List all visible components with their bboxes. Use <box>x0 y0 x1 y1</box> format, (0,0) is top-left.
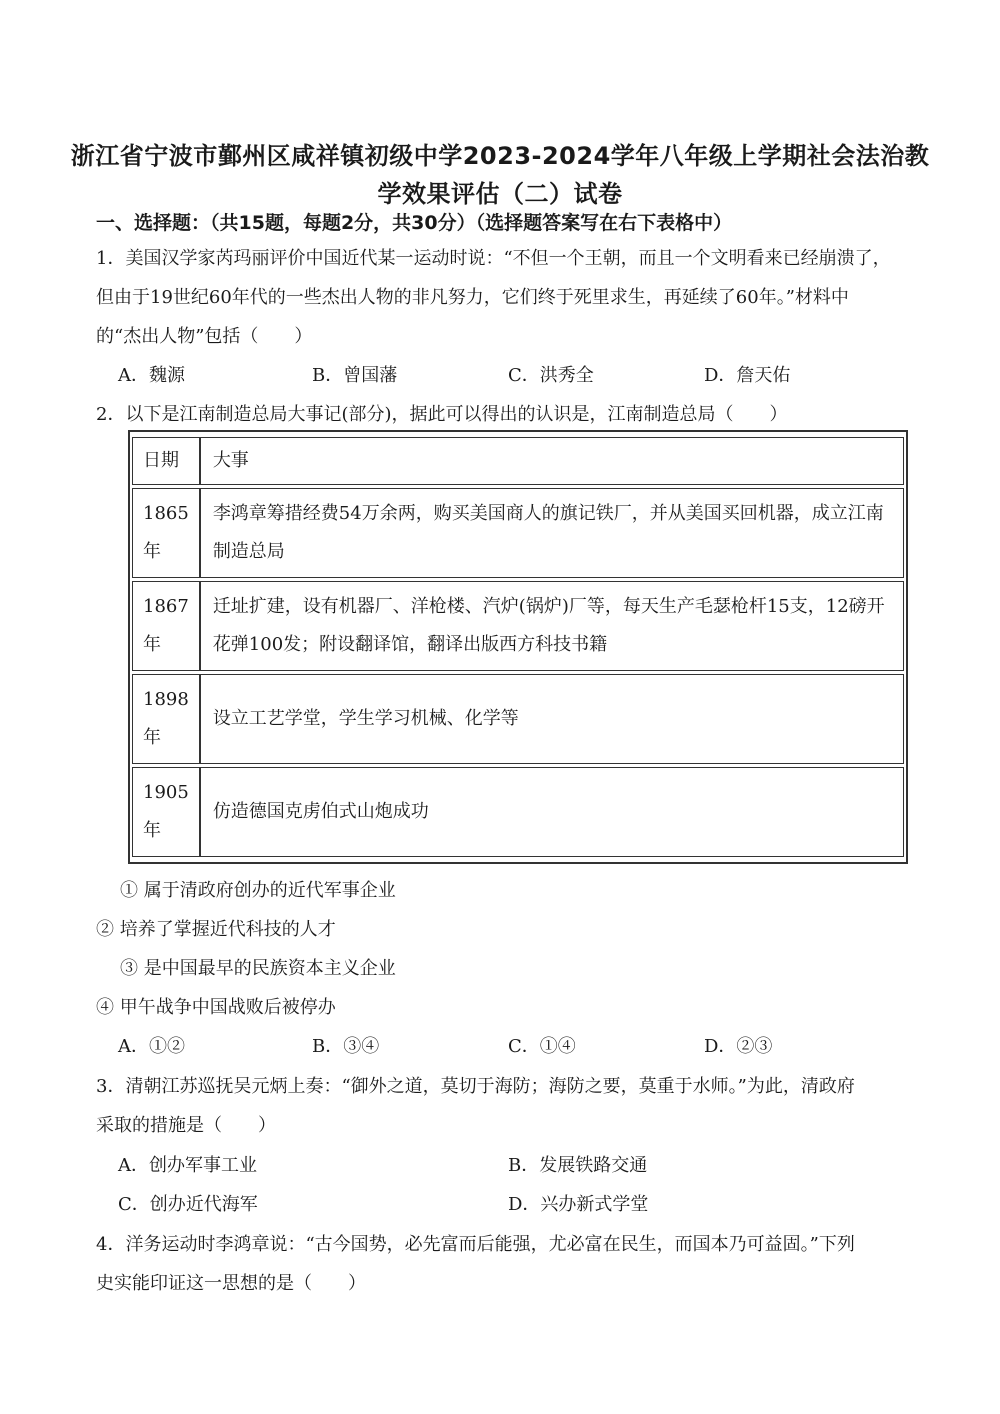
table-cell-date: 1865年 <box>132 488 200 578</box>
page-title-line-1: 浙江省宁波市鄞州区咸祥镇初级中学2023-2024学年八年级上学期社会法治教 <box>70 142 930 170</box>
table-cell-event: 迁址扩建，设有机器厂、洋枪楼、汽炉(锅炉)厂等，每天生产毛瑟枪杆15支，12磅开花弹100发；附设翻译馆，翻译出版西方科技书籍 <box>200 581 904 671</box>
table-row <box>132 674 904 764</box>
table-cell-event: 李鸿章筹措经费54万余两，购买美国商人的旗记铁厂，并从美国买回机器，成立江南制造总局 <box>200 488 904 578</box>
table-cell-event: 设立工艺学堂，学生学习机械、化学等 <box>200 674 904 764</box>
question-3-line: 3．清朝江苏巡抚吴元炳上奏：“御外之道，莫切于海防；海防之要，莫重于水师。”为此，清政府 <box>96 1076 855 1097</box>
statement-4: ④ 甲午战争中国战败后被停办 <box>96 997 336 1018</box>
table-header-event: 大事 <box>200 437 904 485</box>
statement-3: ③ 是中国最早的民族资本主义企业 <box>120 958 396 979</box>
question-3-line: 采取的措施是（ ） <box>96 1115 276 1136</box>
question-2-stem: 2．以下是江南制造总局大事记(部分)，据此可以得出的认识是，江南制造总局（ ） <box>96 404 788 425</box>
table-row <box>132 767 904 857</box>
question-1-line: 的“杰出人物”包括（ ） <box>96 326 313 347</box>
question-1-line: 但由于19世纪60年代的一些杰出人物的非凡努力，它们终于死里求生，再延续了60年。”材料中 <box>96 287 849 308</box>
question-1-option-c: C．洪秀全 <box>508 365 594 386</box>
question-1-option-b: B．曾国藩 <box>312 365 398 386</box>
question-1-option-a: A．魏源 <box>118 365 185 386</box>
question-4-line: 4．洋务运动时李鸿章说：“古今国势，必先富而后能强，尤必富在民生，而国本乃可益固。”下列 <box>96 1234 855 1255</box>
table-cell-date: 1905年 <box>132 767 200 857</box>
table-header-date: 日期 <box>132 437 200 485</box>
question-1-line: 1．美国汉学家芮玛丽评价中国近代某一运动时说：“不但一个王朝，而且一个文明看来已经崩溃了， <box>96 248 891 269</box>
question-1-option-d: D．詹天佑 <box>704 365 791 386</box>
table-cell-date: 1898年 <box>132 674 200 764</box>
table-cell-event: 仿造德国克虏伯式山炮成功 <box>200 767 904 857</box>
table-row <box>132 581 904 671</box>
question-3-option-a: A．创办军事工业 <box>118 1155 257 1176</box>
statement-1: ① 属于清政府创办的近代军事企业 <box>120 880 396 901</box>
page-title-line-2: 学效果评估（二）试卷 <box>377 180 623 208</box>
question-3-option-d: D．兴办新式学堂 <box>508 1194 649 1215</box>
question-2-option-d: D．②③ <box>704 1036 773 1057</box>
question-2-option-b: B．③④ <box>312 1036 380 1057</box>
events-table <box>128 430 908 864</box>
table-row <box>132 488 904 578</box>
question-2-option-a: A．①② <box>118 1036 185 1057</box>
question-2-option-c: C．①④ <box>508 1036 576 1057</box>
section-heading: 一、选择题：（共15题，每题2分，共30分）（选择题答案写在右下表格中） <box>96 212 733 234</box>
question-4-line: 史实能印证这一思想的是（ ） <box>96 1273 366 1294</box>
table-cell-date: 1867年 <box>132 581 200 671</box>
statement-2: ② 培养了掌握近代科技的人才 <box>96 919 336 940</box>
table-header-row <box>132 437 904 485</box>
question-3-option-b: B．发展铁路交通 <box>508 1155 648 1176</box>
question-3-option-c: C．创办近代海军 <box>118 1194 258 1215</box>
